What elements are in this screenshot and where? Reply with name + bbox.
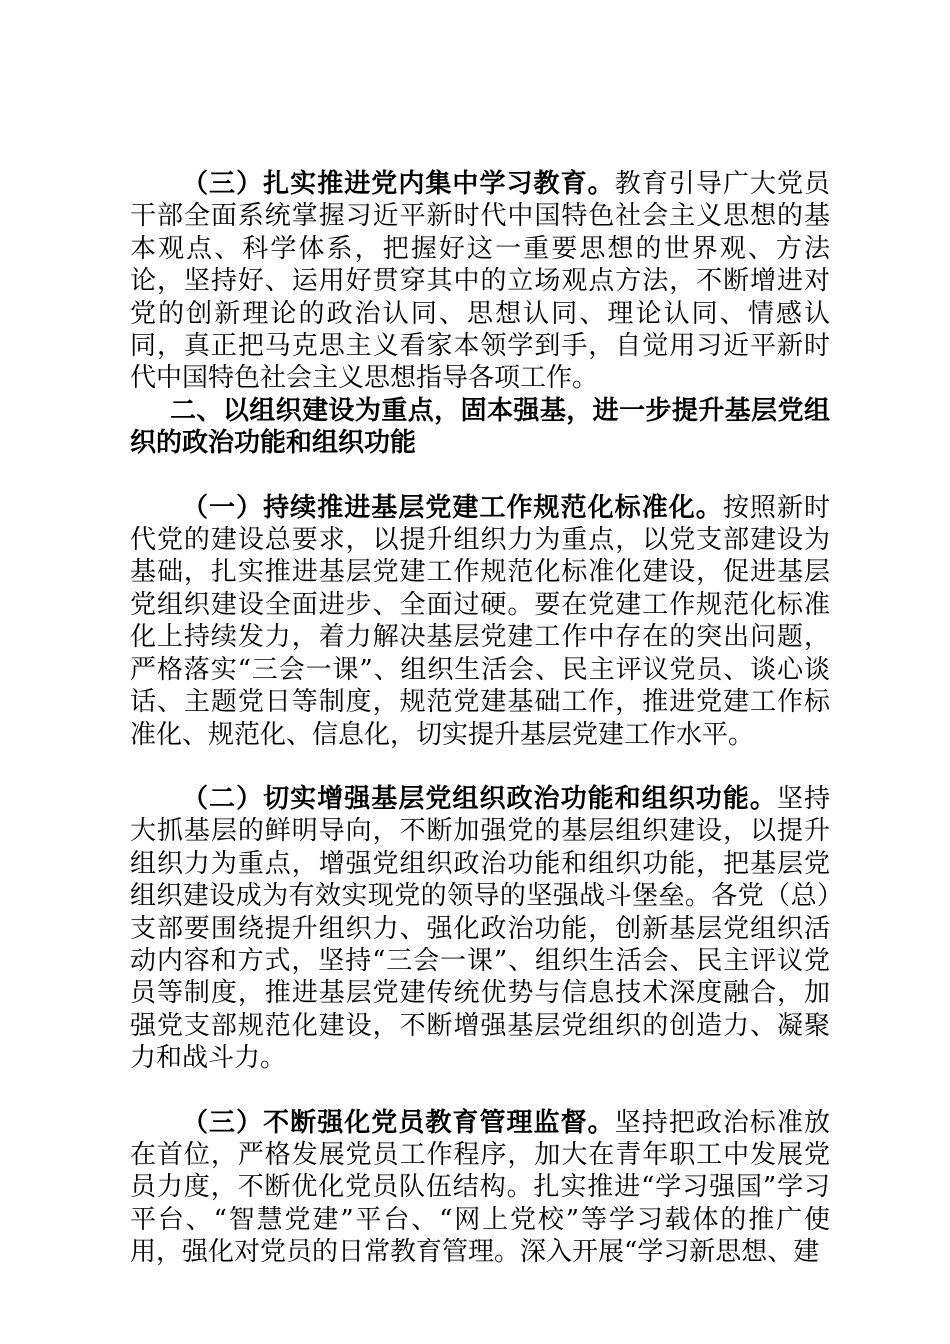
section-heading-2: 二、以组织建设为重点，固本强基，进一步提升基层党组织的政治功能和组织功能 [130,395,830,459]
paragraph-body: 教育引导广大党员干部全面系统掌握习近平新时代中国特色社会主义思想的基本观点、科学体系，把握好这一重要思想的世界观、方法论，坚持好、运用好贯穿其中的立场观点方法，不断增进对党的创新理论的政治认同、思想认同、理论认同、情感认同，真正把马克思主义看家本领学到手，自觉用习近平新时代中国特色社会主义思想指导各项工作。 [130,169,830,394]
paragraph-lead: （一）持续推进基层党建工作规范化标准化。 [182,492,723,523]
paragraph-standardization [130,492,830,751]
document-page [130,168,830,1269]
paragraph-study-education [130,168,830,395]
paragraph-lead: （三）不断强化党员教育管理监督。 [182,1107,615,1138]
paragraph-member-management [130,1107,830,1269]
paragraph-body: 按照新时代党的建设总要求，以提升组织力为重点，以党支部建设为基础，扎实推进基层党建工作规范化标准化建设，促进基层党组织建设全面进步、全面过硬。要在党建工作规范化标准化上持续发力，着力解决基层党建工作中存在的突出问题，严格落实“三会一课”、组织生活会、民主评议党员、谈心谈话、主题党日等制度，规范党建基础工作，推进党建工作标准化、规范化、信息化，切实提升基层党建工作水平。 [130,492,830,750]
paragraph-lead: （三）扎实推进党内集中学习教育。 [182,169,615,199]
paragraph-body: 坚持把政治标准放在首位，严格发展党员工作程序，加大在青年职工中发展党员力度，不断优化党员队伍结构。扎实推进“学习强国”学习平台、“智慧党建”平台、“网上党校”等学习载体的推广使用，强化对党员的日常教育管理。深入开展“学习新思想、建 [130,1107,830,1268]
paragraph-political-function [130,783,830,1075]
paragraph-lead: （二）切实增强基层党组织政治功能和组织功能。 [182,783,777,814]
paragraph-body: 坚持大抓基层的鲜明导向，不断加强党的基层组织建设，以提升组织力为重点，增强党组织政治功能和组织功能，把基层党组织建设成为有效实现党的领导的坚强战斗堡垒。各党（总）支部要围绕提升组织力、强化政治功能，创新基层党组织活动内容和方式，坚持“三会一课”、组织生活会、民主评议党员等制度，推进基层党建传统优势与信息技术深度融合，加强党支部规范化建设，不断增强基层党组织的创造力、凝聚力和战斗力。 [130,783,830,1074]
